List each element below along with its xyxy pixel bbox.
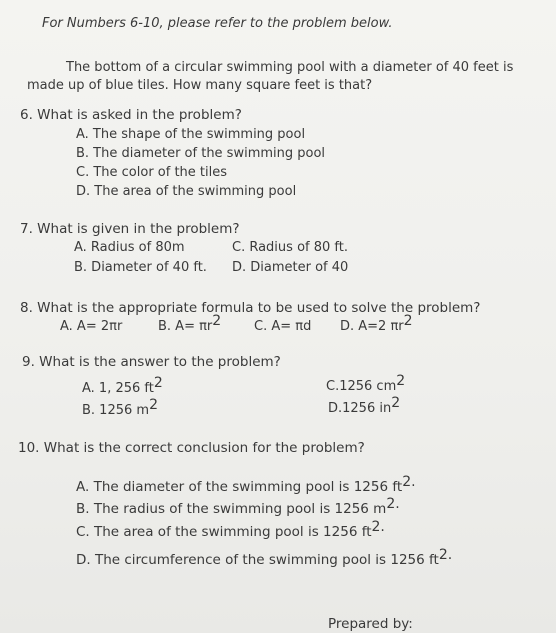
q7-question: 7. What is given in the problem?: [20, 221, 240, 237]
q8-option-a: A. A= 2πr: [60, 319, 123, 334]
intro-instruction: For Numbers 6-10, please refer to the problem below.: [42, 16, 393, 31]
q10-question: 10. What is the correct conclusion for the problem?: [18, 440, 365, 456]
problem-line-1: The bottom of a circular swimming pool with a diameter of 40 feet is: [66, 60, 514, 75]
q8-option-b: B. $A= \pi r^2$: [158, 313, 222, 334]
prepared-by-label: Prepared by:: [328, 616, 413, 632]
q9-option-a: A. 1, 256 $ft^2$: [82, 375, 163, 396]
q8-option-c: C. A= πd: [254, 319, 312, 334]
q9-option-c: C.1256 $cm^2$: [326, 373, 406, 394]
q6-option-c: C. The color of the tiles: [76, 165, 228, 180]
q9-question: 9. What is the answer to the problem?: [22, 354, 281, 370]
q10-option-d: D. The circumference of the swimming pool is 1256 $ft^{2.}$: [76, 547, 453, 568]
q10-option-a: A. The diameter of the swimming pool is 1256 $ft^{2.}$: [76, 474, 416, 495]
q8-question: 8. What is the appropriate formula to be used to solve the problem?: [20, 300, 481, 316]
q6-option-d: D. The area of the swimming pool: [76, 184, 297, 199]
q9-option-d: D.1256 $in^2$: [328, 395, 401, 416]
q10-option-c: C. The area of the swimming pool is 1256 $ft^{2.}$: [76, 519, 385, 540]
q9-option-b: B. 1256 $m^2$: [82, 397, 158, 418]
problem-line-2: made up of blue tiles. How many square feet is that?: [27, 78, 373, 93]
q6-question: 6. What is asked in the problem?: [20, 107, 242, 123]
q7-option-a: A. Radius of 80m: [74, 240, 185, 255]
q8-option-d: D. A=2 $\pi r^2$: [340, 313, 413, 334]
q7-option-b: B. Diameter of 40 ft.: [74, 260, 207, 275]
q7-option-c: C. Radius of 80 ft.: [232, 240, 348, 255]
q6-option-a: A. The shape of the swimming pool: [76, 127, 306, 142]
q10-option-b: B. The radius of the swimming pool is 1256 $m^{2.}$: [76, 496, 400, 517]
q7-option-d: D. Diameter of 40: [232, 260, 349, 275]
q6-option-b: B. The diameter of the swimming pool: [76, 146, 326, 161]
